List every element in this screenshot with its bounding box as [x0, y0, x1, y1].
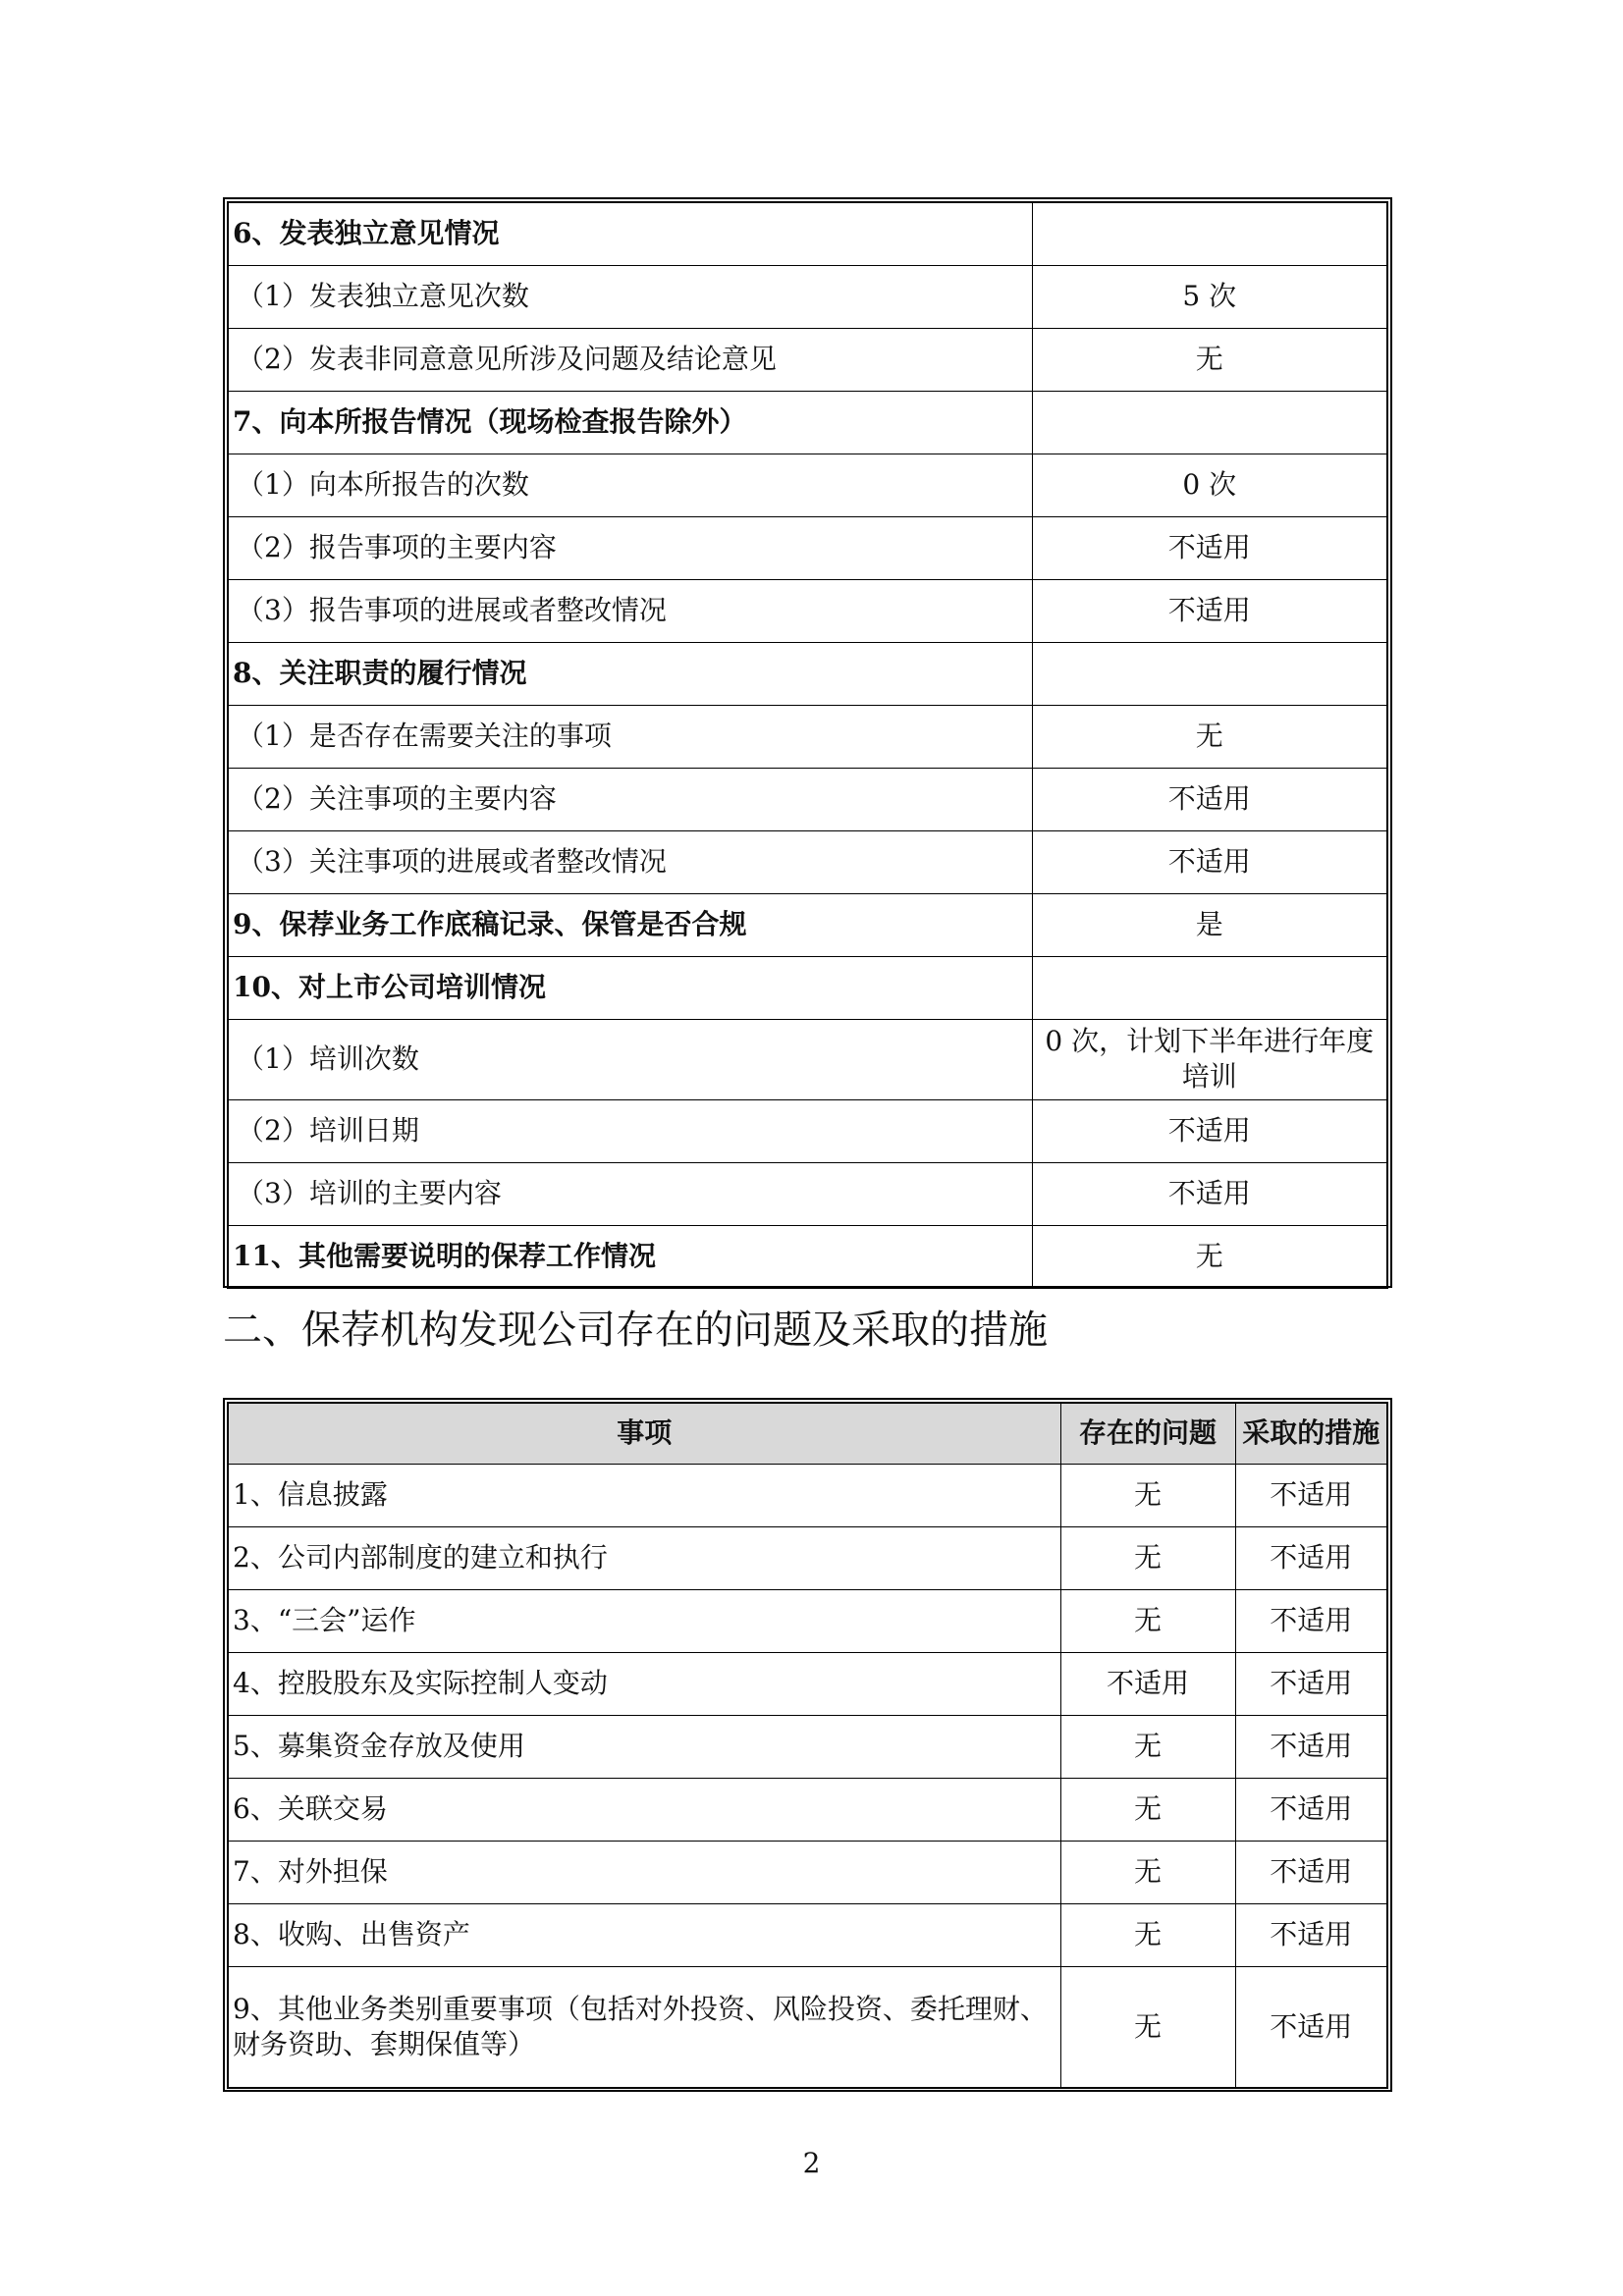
row-item: 3、“三会”运作 — [228, 1589, 1060, 1652]
table-row — [228, 391, 1387, 454]
row-measure: 不适用 — [1235, 1715, 1387, 1778]
table-row — [228, 1778, 1387, 1841]
row-item: （2）培训日期 — [228, 1099, 1032, 1162]
row-item: （3）报告事项的进展或者整改情况 — [228, 579, 1032, 642]
row-item: 6、关联交易 — [228, 1778, 1060, 1841]
table-row — [228, 454, 1387, 516]
row-problem: 无 — [1060, 1903, 1235, 1966]
row-problem: 不适用 — [1060, 1652, 1235, 1715]
row-item: （1）培训次数 — [228, 1019, 1032, 1099]
row-value — [1032, 391, 1387, 454]
row-value: 不适用 — [1032, 516, 1387, 579]
row-item: 4、控股股东及实际控制人变动 — [228, 1652, 1060, 1715]
row-item: （2）关注事项的主要内容 — [228, 768, 1032, 830]
table-row — [228, 1841, 1387, 1903]
row-item: （2）报告事项的主要内容 — [228, 516, 1032, 579]
row-measure: 不适用 — [1235, 1526, 1387, 1589]
row-item: 11、其他需要说明的保荐工作情况 — [228, 1225, 1032, 1288]
table-row — [228, 1225, 1387, 1288]
table-row — [228, 579, 1387, 642]
row-item: 2、公司内部制度的建立和执行 — [228, 1526, 1060, 1589]
row-value: 不适用 — [1032, 830, 1387, 893]
page-number: 2 — [802, 2147, 821, 2179]
table-row — [228, 1019, 1387, 1099]
row-item: 6、发表独立意见情况 — [228, 202, 1032, 265]
table-row — [228, 830, 1387, 893]
table-row — [228, 1966, 1387, 2088]
row-value: 不适用 — [1032, 1162, 1387, 1225]
work-status-table-frame — [223, 197, 1392, 1288]
table-row — [228, 1652, 1387, 1715]
row-value: 不适用 — [1032, 1099, 1387, 1162]
row-item: （3）关注事项的进展或者整改情况 — [228, 830, 1032, 893]
table-row — [228, 516, 1387, 579]
table-row — [228, 893, 1387, 956]
row-problem: 无 — [1060, 1778, 1235, 1841]
issues-table-frame — [223, 1398, 1392, 2092]
row-problem: 无 — [1060, 1589, 1235, 1652]
row-value: 无 — [1032, 1225, 1387, 1288]
row-value: 不适用 — [1032, 768, 1387, 830]
row-item: 9、保荐业务工作底稿记录、保管是否合规 — [228, 893, 1032, 956]
row-value — [1032, 642, 1387, 705]
row-measure: 不适用 — [1235, 1841, 1387, 1903]
table-row — [228, 1589, 1387, 1652]
section-heading: 二、保荐机构发现公司存在的问题及采取的措施 — [223, 1308, 1048, 1353]
row-value: 是 — [1032, 893, 1387, 956]
row-item: （3）培训的主要内容 — [228, 1162, 1032, 1225]
table-row — [228, 1099, 1387, 1162]
row-item: （1）发表独立意见次数 — [228, 265, 1032, 328]
row-problem: 无 — [1060, 1464, 1235, 1526]
table-row — [228, 768, 1387, 830]
table-row — [228, 1162, 1387, 1225]
row-problem: 无 — [1060, 1966, 1235, 2088]
row-item: 8、关注职责的履行情况 — [228, 642, 1032, 705]
row-item: 9、其他业务类别重要事项（包括对外投资、风险投资、委托理财、财务资助、套期保值等） — [228, 1966, 1060, 2088]
row-value: 5 次 — [1032, 265, 1387, 328]
header-problem: 存在的问题 — [1060, 1403, 1235, 1464]
header-measure: 采取的措施 — [1235, 1403, 1387, 1464]
row-item: 1、信息披露 — [228, 1464, 1060, 1526]
row-problem: 无 — [1060, 1715, 1235, 1778]
table-row — [228, 1715, 1387, 1778]
row-item: 8、收购、出售资产 — [228, 1903, 1060, 1966]
row-item: 5、募集资金存放及使用 — [228, 1715, 1060, 1778]
table-row — [228, 265, 1387, 328]
table-row — [228, 1526, 1387, 1589]
table-row — [228, 328, 1387, 391]
row-problem: 无 — [1060, 1841, 1235, 1903]
table-header-row — [228, 1403, 1387, 1464]
table-row — [228, 1903, 1387, 1966]
row-value: 无 — [1032, 705, 1387, 768]
row-measure: 不适用 — [1235, 1778, 1387, 1841]
row-value: 0 次，计划下半年进行年度培训 — [1032, 1019, 1387, 1099]
table-row — [228, 642, 1387, 705]
row-item: 7、向本所报告情况（现场检查报告除外） — [228, 391, 1032, 454]
row-value: 无 — [1032, 328, 1387, 391]
table-row — [228, 1464, 1387, 1526]
row-problem: 无 — [1060, 1526, 1235, 1589]
row-measure: 不适用 — [1235, 1652, 1387, 1715]
table-row — [228, 705, 1387, 768]
row-item: 10、对上市公司培训情况 — [228, 956, 1032, 1019]
row-item: （1）向本所报告的次数 — [228, 454, 1032, 516]
row-value — [1032, 202, 1387, 265]
row-measure: 不适用 — [1235, 1903, 1387, 1966]
row-measure: 不适用 — [1235, 1589, 1387, 1652]
row-measure: 不适用 — [1235, 1966, 1387, 2088]
row-item: 7、对外担保 — [228, 1841, 1060, 1903]
row-value: 0 次 — [1032, 454, 1387, 516]
row-value: 不适用 — [1032, 579, 1387, 642]
row-item: （2）发表非同意意见所涉及问题及结论意见 — [228, 328, 1032, 391]
table-row — [228, 202, 1387, 265]
table-row — [228, 956, 1387, 1019]
issues-table — [227, 1402, 1388, 2089]
row-value — [1032, 956, 1387, 1019]
header-item: 事项 — [228, 1403, 1060, 1464]
row-item: （1）是否存在需要关注的事项 — [228, 705, 1032, 768]
work-status-table — [227, 201, 1388, 1289]
row-measure: 不适用 — [1235, 1464, 1387, 1526]
